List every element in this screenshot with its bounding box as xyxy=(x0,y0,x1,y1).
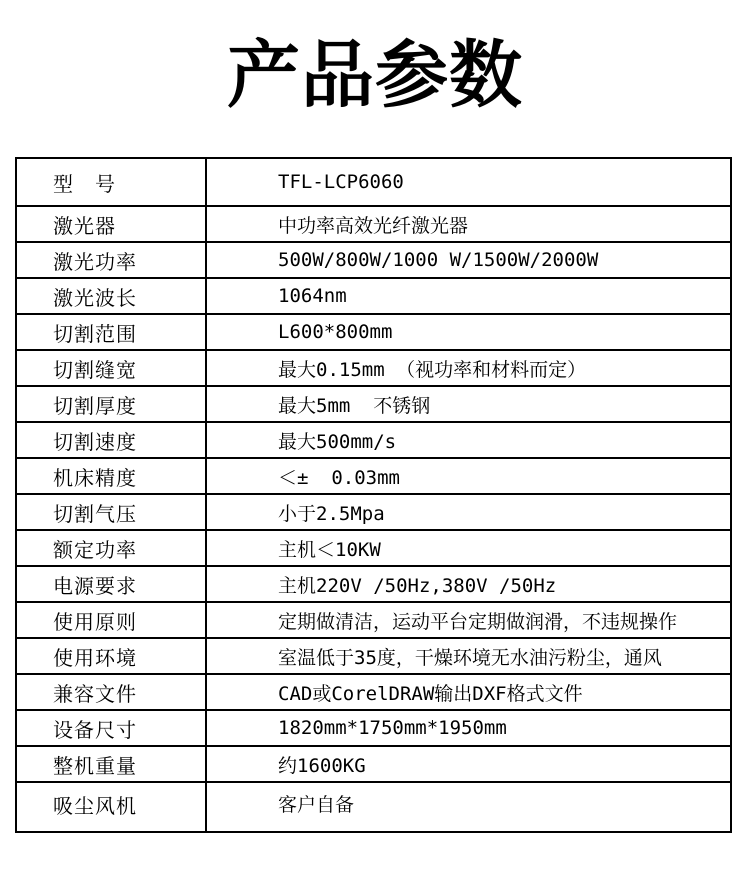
table-row xyxy=(16,638,731,674)
table-row xyxy=(16,602,731,638)
spec-value: 500W/800W/1000 W/1500W/2000W xyxy=(206,242,731,278)
table-row xyxy=(16,278,731,314)
spec-label: 额定功率 xyxy=(16,530,206,566)
spec-label: 机床精度 xyxy=(16,458,206,494)
spec-value: CAD或CorelDRAW输出DXF格式文件 xyxy=(206,674,731,710)
spec-value: 小于2.5Mpa xyxy=(206,494,731,530)
spec-value: 最大5mm 不锈钢 xyxy=(206,386,731,422)
spec-label: 切割速度 xyxy=(16,422,206,458)
table-row xyxy=(16,566,731,602)
spec-label: 切割缝宽 xyxy=(16,350,206,386)
spec-value: L600*800mm xyxy=(206,314,731,350)
table-row xyxy=(16,746,731,782)
table-row xyxy=(16,530,731,566)
product-spec-table xyxy=(15,157,732,833)
spec-label: 激光功率 xyxy=(16,242,206,278)
spec-label: 吸尘风机 xyxy=(16,782,206,832)
spec-label: 兼容文件 xyxy=(16,674,206,710)
table-row xyxy=(16,782,731,832)
spec-value: 定期做清洁，运动平台定期做润滑，不违规操作 xyxy=(206,602,731,638)
spec-value: 室温低于35度，干燥环境无水油污粉尘，通风 xyxy=(206,638,731,674)
table-row xyxy=(16,422,731,458)
spec-value: 主机＜10KW xyxy=(206,530,731,566)
spec-value: 最大500mm/s xyxy=(206,422,731,458)
spec-label: 电源要求 xyxy=(16,566,206,602)
spec-label: 切割气压 xyxy=(16,494,206,530)
spec-label: 激光波长 xyxy=(16,278,206,314)
spec-value: 中功率高效光纤激光器 xyxy=(206,206,731,242)
spec-value: 主机220V /50Hz,380V /50Hz xyxy=(206,566,731,602)
spec-value: 约1600KG xyxy=(206,746,731,782)
table-row xyxy=(16,350,731,386)
spec-label: 整机重量 xyxy=(16,746,206,782)
spec-value: 1820mm*1750mm*1950mm xyxy=(206,710,731,746)
table-row xyxy=(16,710,731,746)
table-row xyxy=(16,386,731,422)
spec-value: 1064nm xyxy=(206,278,731,314)
spec-label: 切割范围 xyxy=(16,314,206,350)
spec-label: 设备尺寸 xyxy=(16,710,206,746)
table-row xyxy=(16,242,731,278)
spec-value: 最大0.15mm （视功率和材料而定） xyxy=(206,350,731,386)
table-row xyxy=(16,158,731,206)
table-row xyxy=(16,494,731,530)
spec-label: 使用原则 xyxy=(16,602,206,638)
spec-label: 激光器 xyxy=(16,206,206,242)
table-row xyxy=(16,458,731,494)
spec-label: 使用环境 xyxy=(16,638,206,674)
spec-value: 客户自备 xyxy=(206,782,731,832)
table-row xyxy=(16,314,731,350)
spec-value: TFL-LCP6060 xyxy=(206,158,731,206)
spec-value: ＜± 0.03mm xyxy=(206,458,731,494)
table-row xyxy=(16,206,731,242)
spec-label: 切割厚度 xyxy=(16,386,206,422)
page-title: 产品参数 xyxy=(227,33,523,118)
table-row xyxy=(16,674,731,710)
spec-label: 型 号 xyxy=(16,158,206,206)
